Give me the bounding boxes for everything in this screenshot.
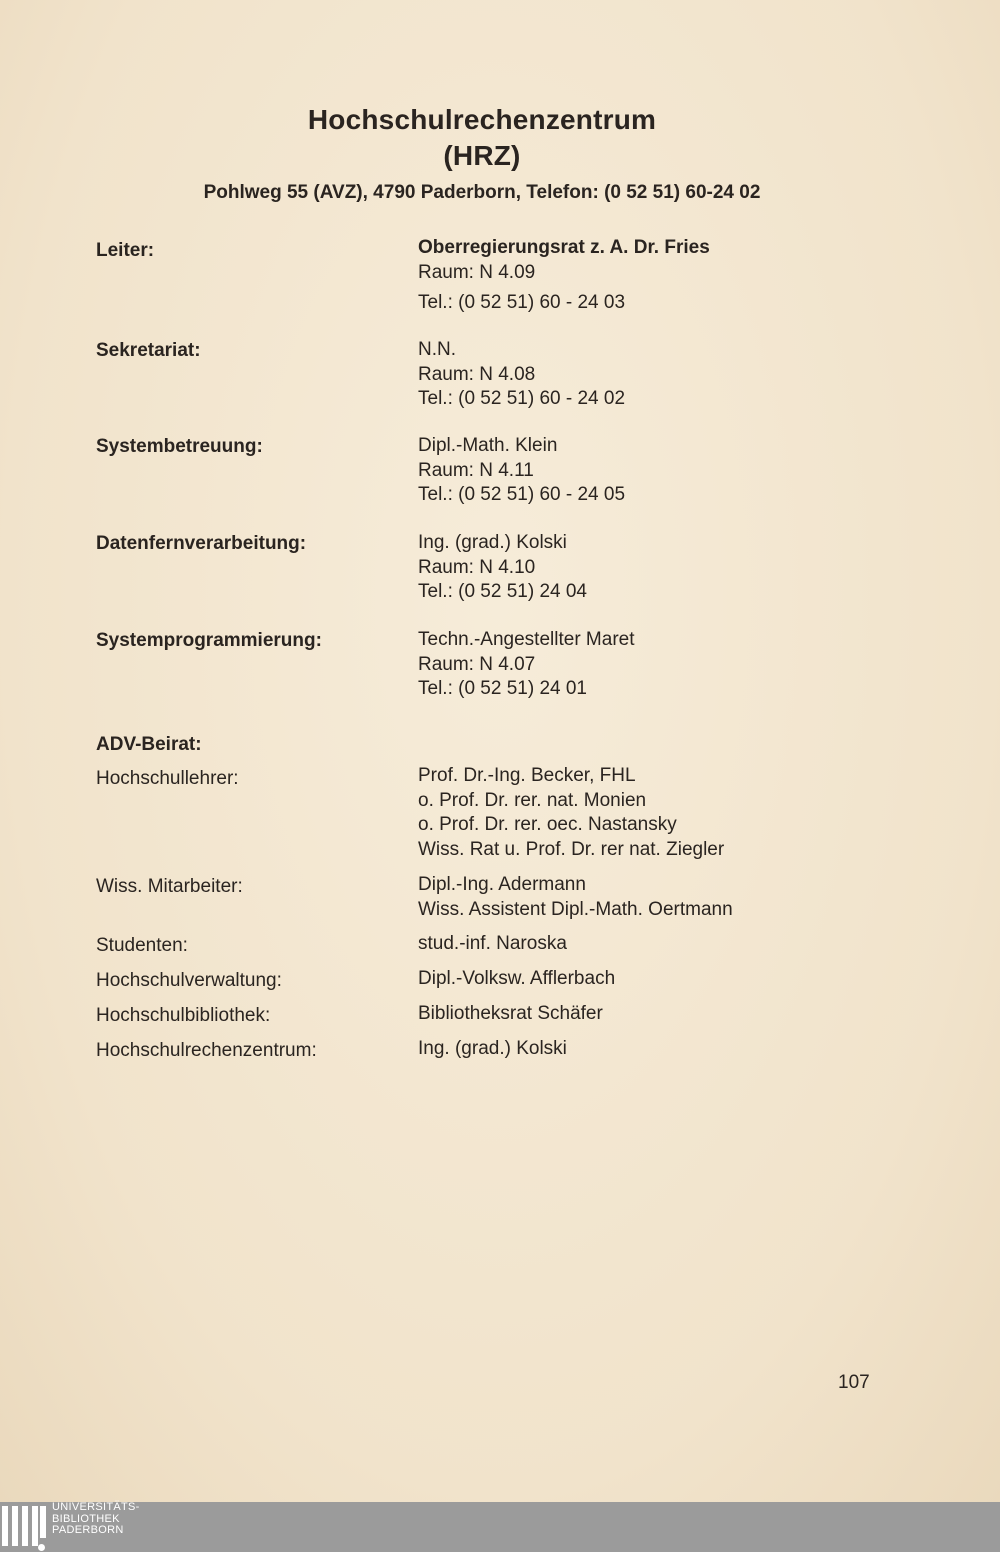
list-item: Dipl.-Ing. Adermann	[418, 874, 586, 895]
beirat-value-studenten	[418, 932, 567, 957]
list-item: stud.-inf. Naroska	[418, 933, 567, 954]
list-item: Dipl.-Volksw. Afflerbach	[418, 968, 616, 989]
systemprogrammierung-name: Techn.-Angestellter Maret	[418, 629, 635, 650]
leiter-room: Raum: N 4.09	[418, 261, 536, 283]
logo-line: UNIVERSITÄTS-	[52, 1501, 140, 1513]
section-value-sekretariat	[418, 338, 625, 412]
systemprogrammierung-phone: Tel.: (0 52 51) 24 01	[418, 678, 587, 699]
logo-line: PADERBORN	[52, 1524, 124, 1536]
page-number: 107	[838, 1372, 870, 1393]
section-label-leiter: Leiter:	[96, 240, 155, 261]
beirat-label-hochschullehrer: Hochschullehrer:	[96, 768, 239, 789]
systembetreuung-phone: Tel.: (0 52 51) 60 - 24 05	[418, 484, 626, 505]
section-value-leiter	[418, 236, 710, 316]
beirat-heading: ADV-Beirat:	[96, 734, 202, 755]
section-label-systemprogrammierung: Systemprogrammierung:	[96, 630, 322, 651]
sekretariat-name: N.N.	[418, 339, 456, 360]
list-item: Bibliotheksrat Schäfer	[418, 1003, 603, 1024]
section-label-systembetreuung: Systembetreuung:	[96, 436, 263, 457]
logo-line: BIBLIOTHEK	[52, 1512, 120, 1525]
library-footer-bar	[0, 1502, 1000, 1552]
beirat-label-studenten: Studenten:	[96, 935, 188, 956]
datenfernverarbeitung-room: Raum: N 4.10	[418, 556, 536, 578]
datenfernverarbeitung-name: Ing. (grad.) Kolski	[418, 532, 567, 553]
leiter-name: Oberregierungsrat z. A. Dr. Fries	[418, 237, 710, 258]
beirat-value-wiss-mitarbeiter	[418, 873, 733, 922]
beirat-value-hochschulrechenzentrum	[418, 1037, 567, 1062]
systembetreuung-room: Raum: N 4.11	[418, 459, 534, 481]
page-title: Hochschulrechenzentrum	[307, 104, 657, 135]
section-value-datenfernverarbeitung	[418, 531, 587, 605]
beirat-label-hochschulbibliothek: Hochschulbibliothek:	[96, 1005, 271, 1026]
beirat-label-hochschulrechenzentrum: Hochschulrechenzentrum:	[96, 1040, 317, 1061]
leiter-phone: Tel.: (0 52 51) 60 - 24 03	[418, 292, 626, 313]
section-value-systembetreuung	[418, 434, 625, 508]
systembetreuung-name: Dipl.-Math. Klein	[418, 435, 558, 456]
library-logo-text	[52, 1502, 140, 1537]
page-subtitle: (HRZ)	[443, 140, 521, 171]
list-item: Prof. Dr.-Ing. Becker, FHL	[418, 765, 636, 786]
section-value-systemprogrammierung	[418, 628, 635, 702]
list-item: o. Prof. Dr. rer. oec. Nastansky	[418, 814, 677, 835]
beirat-label-hochschulverwaltung: Hochschulverwaltung:	[96, 970, 282, 991]
list-item: Wiss. Rat u. Prof. Dr. rer nat. Ziegler	[418, 838, 725, 860]
list-item: Ing. (grad.) Kolski	[418, 1038, 567, 1059]
section-label-datenfernverarbeitung: Datenfernverarbeitung:	[96, 533, 307, 554]
logo-dot-icon	[38, 1544, 45, 1551]
beirat-label-wiss-mitarbeiter: Wiss. Mitarbeiter:	[96, 876, 243, 897]
section-label-sekretariat: Sekretariat:	[96, 340, 201, 361]
datenfernverarbeitung-phone: Tel.: (0 52 51) 24 04	[418, 581, 587, 602]
systemprogrammierung-room: Raum: N 4.07	[418, 653, 536, 675]
address-line: Pohlweg 55 (AVZ), 4790 Paderborn, Telefon: (0 52 51) 60-24 02	[203, 182, 761, 203]
sekretariat-phone: Tel.: (0 52 51) 60 - 24 02	[418, 388, 626, 409]
list-item: Wiss. Assistent Dipl.-Math. Oertmann	[418, 898, 733, 920]
list-item: o. Prof. Dr. rer. nat. Monien	[418, 789, 647, 811]
sekretariat-room: Raum: N 4.08	[418, 363, 536, 385]
beirat-value-hochschullehrer	[418, 764, 724, 862]
beirat-value-hochschulbibliothek	[418, 1002, 603, 1027]
beirat-value-hochschulverwaltung	[418, 967, 615, 992]
